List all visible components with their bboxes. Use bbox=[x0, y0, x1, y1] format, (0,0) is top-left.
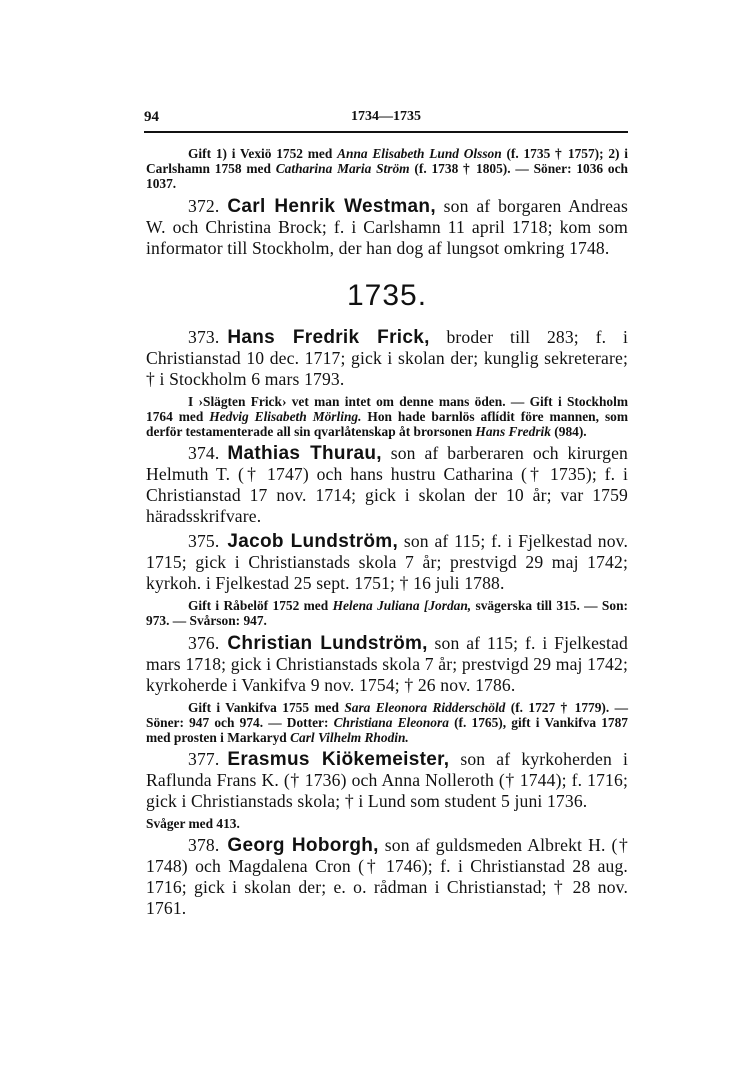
person-name: Georg Hoborgh, bbox=[227, 835, 379, 857]
entry-text: broder till 283; f. i Christianstad 10 dec. 1717; gick i skolan der; kunglig sekreterare; † i Stockholm 6 mars 1793. bbox=[146, 326, 628, 389]
entry-number: 374. bbox=[188, 443, 220, 464]
page-header bbox=[144, 109, 628, 133]
entry-number: 377. bbox=[188, 749, 220, 770]
entry-number: 378. bbox=[188, 835, 220, 856]
person-name: Christian Lundström, bbox=[227, 632, 428, 654]
entry-number: 376. bbox=[188, 632, 220, 653]
entry-374 bbox=[146, 443, 628, 527]
note-377: Svåger med 413. bbox=[146, 816, 240, 832]
entry-375 bbox=[146, 531, 628, 594]
page-body bbox=[146, 146, 628, 923]
person-name: Erasmus Kiökemeister, bbox=[227, 749, 450, 771]
entry-text: son af barberaren och kirurgen Helmuth T. († 1747) och hans hustru Catharina († 1735); f. i Christianstad 17 nov. 1714; gick i skolan der 10 år; var 1759 häradsskrifvare. bbox=[146, 443, 628, 527]
entry-text: son af kyrkoherden i Raflunda Frans K. († 1736) och Anna Nolleroth († 1744); f. 1716; gick i Christianstads skola; † i Lund som student 5 juni 1736. bbox=[146, 749, 628, 812]
entry-376 bbox=[146, 633, 628, 696]
entry-372 bbox=[146, 196, 628, 259]
entry-text: son af 115; f. i Fjelkestad nov. 1715; gick i Christianstads skola 7 år; prestvigd 29 maj 1742; kyrkoh. i Fjelkestad 25 sept. 1751; † 16 juli 1788. bbox=[146, 531, 628, 594]
note-376: Gift i Vankifva 1755 med Sara Eleonora Ridderschöld (f. 1727 † 1779). — Söner: 947 och 974. — Dotter: Christiana Eleonora (f. 1765), gift i Vankifva 1787 med prosten i Markaryd Carl Vilhelm Rhodin. bbox=[146, 699, 628, 746]
entry-text: son af guldsmeden Albrekt H. († 1748) och Magdalena Cron († 1746); f. i Christianstad 28 aug. 1716; gick i skolan der; e. o. rådman i Christianstad; † 28 nov. 1761. bbox=[146, 835, 628, 919]
note-371: Gift 1) i Vexiö 1752 med Anna Elisabeth Lund Olsson (f. 1735 † 1757); 2) i Carlshamn 1758 med Catharina Maria Ström (f. 1738 † 1805). — Söner: 1036 och 1037. bbox=[146, 146, 628, 192]
entry-number: 373. bbox=[188, 326, 220, 347]
running-head: 1734—1735 bbox=[351, 109, 421, 124]
year-heading: 1735. bbox=[346, 278, 428, 312]
entry-377 bbox=[146, 749, 628, 812]
entry-378 bbox=[146, 835, 628, 919]
entry-text: son af borgaren Andreas W. och Christina Brock; f. i Carlshamn 11 april 1718; kom som informator till Stockholm, der han dog af lungsot omkring 1748. bbox=[146, 195, 628, 258]
entry-number: 375. bbox=[188, 531, 220, 552]
entry-text: son af 115; f. i Fjelkestad mars 1718; gick i Christianstads skola 7 år; prestvigd 29 maj 1742; kyrkoherde i Vankifva 9 nov. 1754; † 26 nov. 1786. bbox=[146, 632, 628, 695]
note-375: Gift i Råbelöf 1752 med Helena Juliana [Jordan, svägerska till 315. — Son: 973. — Svårson: 947. bbox=[146, 598, 628, 629]
page-number: 94 bbox=[144, 109, 159, 125]
person-name: Mathias Thurau, bbox=[227, 443, 382, 465]
person-name: Jacob Lundström, bbox=[227, 531, 399, 553]
person-name: Hans Fredrik Frick, bbox=[227, 326, 430, 348]
note-373: I ›Slägten Frick› vet man intet om denne mans öden. — Gift i Stockholm 1764 med Hedvig Elisabeth Mörling. Hon hade barnlös aflídit före mannen, som derför testamenterade all sin qvarlåtenskap åt brorsonen Hans Fredrik (984). bbox=[146, 393, 629, 440]
entry-373 bbox=[146, 327, 628, 390]
entry-number: 372. bbox=[188, 195, 220, 216]
person-name: Carl Henrik Westman, bbox=[227, 195, 436, 217]
